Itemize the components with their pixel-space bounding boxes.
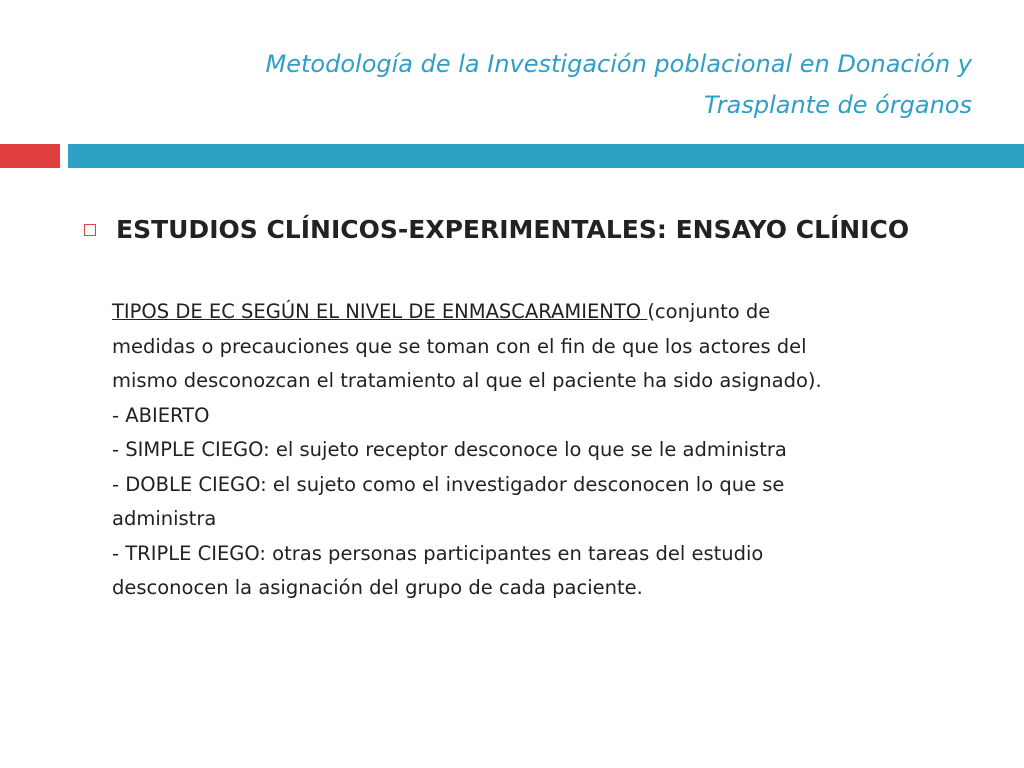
body-line-7: administra — [112, 507, 217, 530]
body-intro-rest: (conjunto de — [647, 300, 771, 323]
body-line-5: - SIMPLE CIEGO: el sujeto receptor desconoce lo que se le administra — [112, 438, 787, 461]
body-line-6: - DOBLE CIEGO: el sujeto como el investigador desconocen lo que se — [112, 472, 785, 496]
body-intro-underlined: TIPOS DE EC SEGÚN EL NIVEL DE ENMASCARAMIENTO — [112, 300, 648, 323]
body-line-2: medidas o precauciones que se toman con el fin de que los actores del — [112, 334, 807, 358]
bullet-heading: ESTUDIOS CLÍNICOS-EXPERIMENTALES: ENSAYO CLÍNICO — [116, 215, 910, 244]
bullet-heading-row — [84, 208, 984, 252]
body-line-1 — [112, 295, 932, 330]
accent-bar-blue — [68, 144, 1024, 168]
slide-title-line-2: Trasplante de órganos — [703, 91, 972, 119]
slide-title-line-1: Metodología de la Investigación poblacional en Donación y — [265, 50, 972, 78]
square-outline-icon — [84, 224, 96, 236]
body-line-4: - ABIERTO — [112, 403, 210, 427]
body-line-3: mismo desconozcan el tratamiento al que el paciente ha sido asignado). — [112, 369, 822, 392]
slide-title — [92, 44, 972, 126]
body-line-9: desconocen la asignación del grupo de cada paciente. — [112, 576, 643, 599]
body-text — [112, 295, 932, 606]
body-line-8: - TRIPLE CIEGO: otras personas participantes en tareas del estudio — [112, 541, 764, 565]
accent-bar-red — [0, 144, 60, 168]
